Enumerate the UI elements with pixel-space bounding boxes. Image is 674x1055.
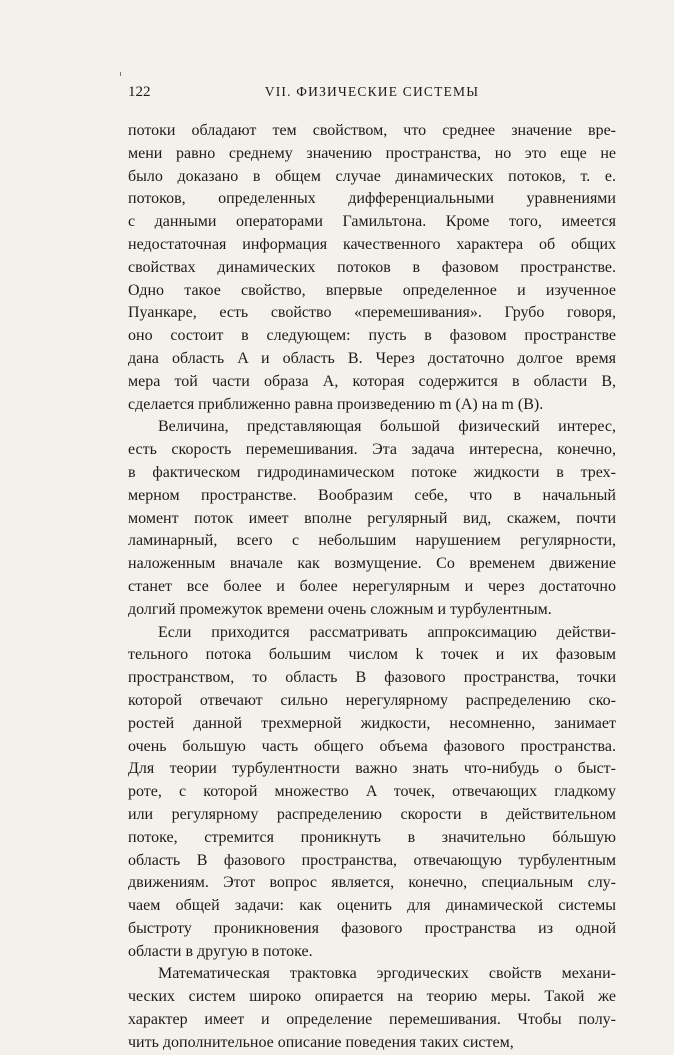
text-line: оно состоит в следующем: пусть в фазовом пространстве (128, 327, 616, 345)
text-line: потоке, стремится проникнуть в значительно бóльшую (128, 828, 616, 846)
text-line: Для теории турбулентности важно знать что-нибудь о быст- (128, 760, 616, 778)
text-line: дана область A и область B. Через достаточно долгое время (128, 349, 616, 367)
text-line: ческих систем широко опирается на теорию меры. Такой же (128, 988, 616, 1006)
text-line: наложенным вначале как возмущение. Со временем движение (128, 555, 616, 573)
text-line: сделается приближенно равна произведению m (A) на m (B). (128, 395, 544, 413)
text-line: характер имеет и определение перемешивания. Чтобы полу- (128, 1011, 616, 1029)
running-head: VII. ФИЗИЧЕСКИЕ СИСТЕМЫ (264, 84, 480, 99)
text-line: Если приходится рассматривать аппроксимацию действи- (158, 623, 616, 641)
paragraph (128, 120, 616, 416)
text-line: чаем общей задачи: как оценить для динамической системы (128, 897, 616, 915)
body-text (128, 120, 616, 1055)
text-line: Величина, представляющая большой физический интерес, (158, 418, 616, 436)
text-line: тельного потока большим числом k точек и их фазовым (128, 646, 616, 664)
text-line: ламинарный, всего с небольшим нарушением регулярности, (128, 532, 616, 550)
text-line: момент поток имеет вполне регулярный вид, скажем, почти (128, 509, 616, 527)
paragraph (128, 622, 616, 964)
text-line: было доказано в общем случае динамических потоков, т. е. (128, 167, 616, 185)
text-line: Пуанкаре, есть свойство «перемешивания». Грубо говоря, (128, 304, 616, 322)
text-line: пространством, то область B фазового пространства, точки (128, 669, 616, 687)
text-line: потоки обладают тем свойством, что среднее значение вре- (128, 122, 616, 139)
text-line: роте, с которой множество A точек, отвечающих гладкому (128, 783, 616, 801)
margin-mark (120, 72, 121, 76)
text-line: долгий промежуток времени очень сложным и турбулентным. (128, 600, 552, 618)
text-line: области в другую в потоке. (128, 942, 313, 960)
text-line: Математическая трактовка эргодических свойств механи- (158, 965, 616, 983)
text-line: быстроту проникновения фазового пространства из одной (128, 919, 616, 937)
text-line: Одно такое свойство, впервые определенное и изученное (128, 281, 616, 299)
page-number: 122 (128, 84, 151, 100)
text-line: или регулярному распределению скорости в действительном (128, 805, 616, 823)
text-line: очень большую часть общего объема фазового пространства. (128, 737, 616, 755)
text-line: которой отвечают сильно нерегулярному распределению ско- (128, 691, 616, 709)
text-line: свойствах динамических потоков в фазовом пространстве. (128, 258, 616, 276)
text-line: движениям. Этот вопрос является, конечно, специальным слу- (128, 874, 616, 892)
text-line: в фактическом гидродинамическом потоке жидкости в трех- (128, 463, 616, 481)
text-line: с данными операторами Гамильтона. Кроме того, имеется (128, 213, 616, 231)
text-line: станет все более и более нерегулярным и через достаточно (128, 577, 616, 595)
paragraph (128, 963, 616, 1054)
text-line: область B фазового пространства, отвечающую турбулентным (128, 851, 616, 869)
text-line: мени равно среднему значению пространства, но это еще не (128, 144, 616, 162)
text-line: мера той части образа A, которая содержится в области B, (128, 372, 616, 390)
text-line: недостаточная информация качественного характера об общих (128, 235, 616, 253)
text-line: потоков, определенных дифференциальными уравнениями (128, 190, 616, 208)
text-line: есть скорость перемешивания. Эта задача интересна, конечно, (128, 441, 616, 459)
paragraph (128, 416, 616, 621)
text-line: мерном пространстве. Вообразим себе, что в начальный (128, 486, 616, 504)
text-line: чить дополнительное описание поведения таких систем, (128, 1033, 514, 1051)
text-line: ростей данной трехмерной жидкости, несомненно, занимает (128, 714, 616, 732)
